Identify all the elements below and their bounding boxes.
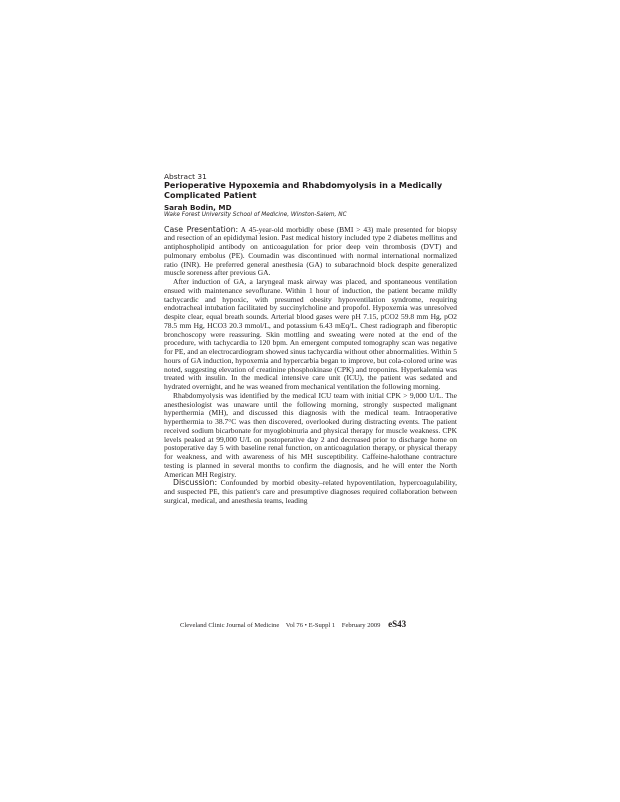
journal-name: Cleveland Clinic Journal of Medicine <box>180 622 280 629</box>
case-paragraph-1 <box>164 226 457 279</box>
discussion-text: Confounded by morbid obesity–related hypoventilation, hypercoagulability, and suspected PE, this patient's care and presumptive diagnoses required collaboration between surgical, medical, and anesthesia teams, leading <box>164 478 457 505</box>
case-heading: Case Presentation: <box>164 224 239 234</box>
article <box>164 172 457 506</box>
article-title: Perioperative Hypoxemia and Rhabdomyolysis in a Medically Complicated Patient <box>164 180 443 200</box>
author-name: Sarah Bodin, MD <box>164 203 232 213</box>
case-paragraph-2: After induction of GA, a laryngeal mask airway was placed, and spontaneous ventilation ensued with maintenance sevoflurane. Within 1 hour of induction, the patient became mildly tachycardic and hypoxic, with presumed obesity hypoventilation syndrome, requiring endotracheal intubation facilitated by succinylcholine and propofol. Hypoxemia was unresolved despite clear, equal breath sounds. Arterial blood gases were pH 7.15, pCO2 59.8 mm Hg, pO2 78.5 mm Hg, HCO3 20.3 mmol/L, and potassium 6.43 mEq/L. Chest radiograph and fiberoptic bronchoscopy were reassuring. Skin mottling and sweating were noted at the end of the procedure, with tachycardia to 120 bpm. An emergent computed tomography scan was negative for PE, and an electrocardiogram showed sinus tachycardia without other abnormalities. Within 5 hours of GA induction, hypoxemia and hypercarbia began to improve, but cola-colored urine was noted, suggesting elevation of creatinine phosphokinase (CPK) and troponins. Hyperkalemia was treated with insulin. In the medical intensive care unit (ICU), the patient was sedated and hydrated overnight, and he was weaned from mechanical ventilation the following morning. <box>164 277 457 392</box>
article-body <box>164 226 457 506</box>
journal-volume: Vol 76 • E-Suppl 1 <box>285 622 336 629</box>
page-footer <box>180 620 460 630</box>
discussion-heading: Discussion: <box>173 478 218 488</box>
author-affiliation: Wake Forest University School of Medicine, Winston-Salem, NC <box>164 212 347 219</box>
journal-date: February 2009 <box>341 622 381 629</box>
page-number: eS43 <box>388 619 407 629</box>
discussion-paragraph <box>164 479 457 505</box>
case-text-1: A 45-year-old morbidly obese (BMI > 43) male presented for biopsy and resection of an epididymal lesion. Past medical history included type 2 diabetes mellitus and antiphospholipid antibody on anticoagulation for prior deep vein thrombosis (DVT) and pulmonary embolus (PE). Coumadin was discontinued with normal international normalized ratio (INR). He preferred general anesthesia (GA) to subarachnoid block despite generalized muscle soreness after previous GA. <box>164 224 457 278</box>
abstract-number: Abstract 31 <box>164 172 207 181</box>
case-paragraph-3: Rhabdomyolysis was identified by the medical ICU team with initial CPK > 9,000 U/L. The anesthesiologist was unaware until the following morning, strongly suspected malignant hyperthermia (MH), and discussed this diagnosis with the medical team. Intraoperative hyperthermia to 38.7°C was then discovered, overlooked during distracting events. The patient received sodium bicarbonate for myoglobinuria and physical therapy for muscle weakness. CPK levels peaked at 99,000 U/L on postoperative day 2 and decreased prior to discharge home on postoperative day 5 with baseline renal function, on anticoagulation therapy, or physical therapy for weakness, and with awareness of his MH susceptibility. Caffeine-halothane contracture testing is planned in several months to confirm the diagnosis, and he will enter the North American MH Registry. <box>164 390 457 479</box>
